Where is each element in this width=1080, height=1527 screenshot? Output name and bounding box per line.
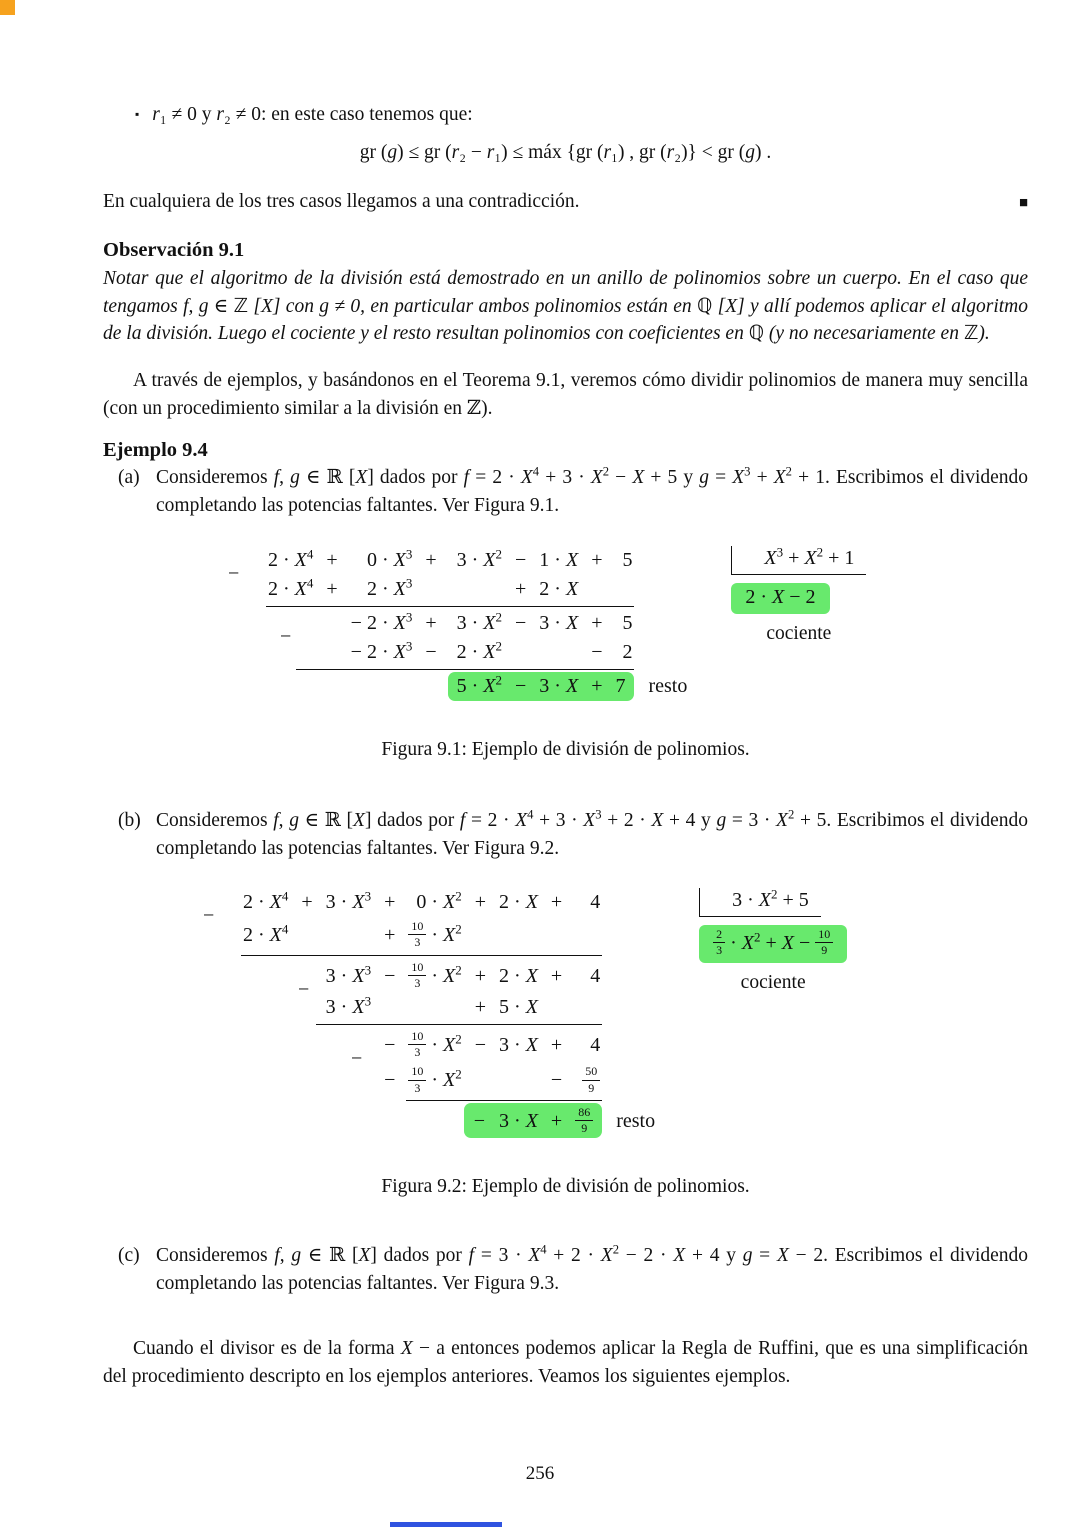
minus-column: [228, 638, 266, 667]
minus-column: [203, 888, 241, 927]
term-cell: [573, 1103, 602, 1138]
term-cell: [406, 993, 463, 1022]
term-cell: ​0 · $X^2$: [416, 888, 462, 914]
term-cell: ​2 · X: [539, 577, 579, 600]
observacion-body: Notar que el algoritmo de la división está demostrado en un anillo de polinomios sobre un cuerpo. En el caso que tengamos f, g ∈ ℤ [X] con g ≠ 0, en particular ambos polinomios están en ℚ [X] y allí podemos aplicar el algoritmo de la división. Luego el cociente y el resto resultan polinomios con coeficientes en ℚ (y no necesariamente en ℤ).: [103, 268, 1028, 345]
term-cell: [324, 1062, 373, 1097]
term-cell: ​5 · $X^2$: [448, 672, 504, 701]
contradiction-paragraph: [103, 191, 1028, 213]
term-cell: ​3 · X: [537, 672, 580, 701]
minus-column: [203, 917, 241, 952]
page-corner-mark: [0, 0, 15, 15]
degree-inequality-equation: gr (g) ≤ gr (r₂ − r₁) ≤ máx {gr (r₁) , gr (r₂)} < gr (g) .: [359, 142, 772, 163]
term-cell: $\frac{10}{3}$ · $X^2$: [406, 1062, 463, 1097]
division-row: [228, 672, 687, 701]
operator-cell: ​+: [301, 891, 313, 914]
term-cell: ​2 · $X^3$: [366, 575, 413, 600]
operator-cell: ​+: [540, 1103, 573, 1138]
term-cell: ​3 · X: [497, 1103, 540, 1138]
minus-column: [203, 993, 241, 1022]
quotient-box-1: 2 · X − 2: [731, 583, 829, 614]
operator-cell: ​−: [550, 1069, 563, 1092]
operator-cell: ​−: [384, 1069, 396, 1092]
operator-cell: [540, 917, 573, 952]
operator-cell: ​+: [474, 891, 487, 914]
term-cell: [241, 1062, 290, 1097]
division-row: [203, 1062, 655, 1097]
pair-minus-sign: −: [298, 978, 310, 1001]
term-cell: ​3 · $X^3$: [325, 888, 372, 914]
term-cell: [324, 1027, 373, 1062]
observacion-section: [103, 239, 1028, 348]
division-rule: [241, 955, 602, 956]
operator-cell: ​−: [591, 640, 603, 663]
divisor-1: $X^3 + X^2 + 1$: [731, 546, 866, 575]
operator-cell: ​+: [384, 891, 396, 914]
operator-cell: [315, 672, 348, 701]
operator-cell: ​+: [580, 672, 613, 701]
operator-cell: [290, 917, 323, 952]
contradiction-text: En cualquiera de los tres casos llegamos a una contradicción.: [103, 191, 580, 212]
fraction: $\frac{10}{3}$: [408, 961, 426, 990]
minus-column: [228, 575, 266, 604]
operator-cell: ​+: [591, 611, 603, 634]
term-cell: [448, 575, 504, 604]
fraction: $\frac{10}{3}$: [408, 1030, 426, 1059]
term-cell: ​1 · X: [539, 548, 579, 571]
division-row: [228, 575, 687, 604]
term-cell: [573, 917, 602, 952]
term-cell: [406, 1103, 463, 1138]
operator-cell: ​−: [425, 640, 437, 663]
term-cell: ​5: [622, 548, 633, 571]
term-cell: ​4: [590, 891, 601, 914]
minus-column: [228, 546, 266, 585]
operator-cell: [414, 575, 447, 604]
minus-column: [203, 1027, 363, 1070]
pair-minus-sign: −: [203, 904, 215, 927]
resto-label: [634, 575, 687, 604]
division-table-1: [228, 546, 687, 701]
operator-cell: [290, 1103, 323, 1138]
term-cell: ​3 · $X^3$: [325, 993, 372, 1018]
bottom-blue-strip: [390, 1522, 502, 1527]
division-row: [228, 546, 687, 575]
division-rule: [406, 1100, 602, 1101]
term-cell: ​7: [613, 672, 634, 701]
minus-column: [203, 1062, 241, 1097]
observacion-title: Observación 9.1: [103, 239, 245, 261]
term-cell: ​3 · X: [539, 611, 579, 634]
ejemplo-title: Ejemplo 9.4: [103, 439, 208, 462]
term-cell: [266, 672, 315, 701]
term-cell: ​3 · $X^2$: [456, 546, 503, 571]
division-row: [203, 958, 655, 993]
division-rule: [296, 669, 634, 670]
term-cell: ​4: [590, 964, 601, 987]
bullet-square-icon: ▪: [135, 107, 140, 121]
term-cell: [241, 1027, 290, 1062]
term-cell: ​− $2 \cdot X^3$: [350, 609, 413, 634]
operator-cell: [540, 993, 573, 1022]
operator-cell: ​+: [474, 964, 487, 987]
operator-cell: [315, 638, 348, 667]
term-cell: ​2 · $X^2$: [456, 638, 503, 663]
resto-label: [602, 888, 655, 917]
term-cell: [573, 993, 602, 1022]
operator-cell: ​+: [326, 548, 338, 571]
item-b: [103, 807, 1028, 862]
term-cell: [241, 993, 290, 1022]
division-table-2: [203, 888, 655, 1138]
item-a: [103, 464, 1028, 519]
operator-cell: [290, 1062, 323, 1097]
resto-label: [634, 609, 687, 638]
term-cell: ​3 · X: [499, 1034, 538, 1057]
division-row: [203, 1027, 655, 1062]
term-cell: ​2 · $X^4$: [268, 546, 314, 571]
fraction: $\frac{10}{3}$: [408, 920, 426, 949]
division-row: [228, 609, 687, 638]
fraction: $\frac{2}{3}$: [713, 928, 725, 957]
item-b-text: Consideremos f, g ∈ ℝ [X] dados por $f = 2 \cdot X^4 + 3 \cdot X^3 + 2 \cdot X + 4$ y $g = 3 \cdot X^2 + 5$. Escribimos el dividendo completando las potencias faltantes. Ver Figura 9.2.: [156, 807, 1028, 859]
operator-cell: ​−: [515, 548, 527, 571]
resto-label: [634, 638, 687, 667]
operator-cell: ​+: [550, 1034, 563, 1057]
closing-paragraph: Cuando el divisor es de la forma X − a entonces podemos aplicar la Regla de Ruffini, que es una simplificación del procedimiento descripto en los ejemplos anteriores. Veamos los siguientes ejemplos.: [103, 1338, 1028, 1388]
operator-cell: [373, 1103, 406, 1138]
operator-cell: ​+: [550, 964, 563, 987]
operator-cell: ​−: [504, 672, 537, 701]
term-cell: [537, 638, 580, 667]
term-cell: ​2: [622, 640, 633, 663]
term-cell: ​0 · $X^3$: [366, 546, 413, 571]
term-cell: ​2 · X: [499, 891, 538, 914]
division-row: [228, 638, 687, 667]
term-cell: ​2 · $X^4$: [243, 921, 289, 947]
item-c-label: (c): [118, 1245, 140, 1267]
page-number: 256: [525, 1463, 555, 1484]
operator-cell: [315, 609, 348, 638]
figure-9-2: [203, 888, 1028, 1138]
figure-9-1-caption: Figura 9.1: Ejemplo de división de polinomios.: [381, 738, 750, 760]
cociente-label-1: cociente: [766, 622, 832, 644]
term-cell: ​5: [622, 611, 633, 634]
operator-cell: [464, 917, 497, 952]
item-a-label: (a): [118, 467, 140, 489]
divisor-quotient-block-1: [731, 546, 866, 645]
term-cell: ​5 · X: [499, 995, 538, 1018]
qed-square: ■: [1018, 195, 1028, 211]
operator-cell: ​−: [384, 964, 396, 987]
operator-cell: ​+: [326, 577, 338, 600]
fraction: $\frac{50}{9}$: [582, 1065, 600, 1094]
resto-label: [602, 958, 655, 993]
term-cell: [573, 1062, 602, 1097]
term-cell: $\frac{10}{3}$ · $X^2$: [406, 1027, 463, 1062]
operator-cell: ​+: [515, 577, 527, 600]
term-cell: ​− $2 \cdot X^3$: [350, 638, 413, 663]
division-row: [203, 1103, 655, 1138]
resto-label: [634, 546, 687, 575]
term-cell: [497, 917, 540, 952]
operator-cell: ​−: [474, 1034, 487, 1057]
resto-label: [602, 993, 655, 1022]
resto-label: [602, 917, 655, 952]
fraction: $\frac{10}{9}$: [815, 928, 833, 957]
figure-9-1: [228, 546, 1028, 701]
cociente-label-2: cociente: [740, 971, 806, 993]
term-cell: [241, 1103, 290, 1138]
operator-cell: [504, 638, 537, 667]
division-row: [203, 917, 655, 952]
operator-cell: ​+: [591, 548, 603, 571]
pair-minus-sign: −: [280, 625, 292, 648]
resto-label: [602, 1027, 655, 1062]
item-c-text: Consideremos f, g ∈ ℝ [X] dados por $f = 3 \cdot X^4 + 2 \cdot X^2 - 2 \cdot X + 4$ y g = X − 2. Escribimos el dividendo completando las potencias faltantes. Ver Figura 9.3.: [156, 1242, 1029, 1294]
term-cell: $\frac{10}{3}$ · $X^2$: [406, 958, 463, 993]
minus-column: [228, 672, 266, 701]
operator-cell: [414, 672, 447, 701]
division-rule: [316, 1024, 602, 1025]
division-row: [203, 993, 655, 1022]
minus-column: [228, 609, 292, 648]
term-cell: ​2 · $X^4$: [243, 888, 289, 914]
term-cell: [497, 1062, 540, 1097]
item-b-label: (b): [118, 809, 141, 831]
item-c: [103, 1242, 1028, 1297]
resto-label: resto: [648, 674, 688, 697]
term-cell: [324, 1103, 373, 1138]
term-cell: [324, 917, 373, 952]
operator-cell: ​−: [384, 1034, 396, 1057]
division-row: [203, 888, 655, 917]
operator-cell: [580, 575, 613, 604]
term-cell: [241, 958, 290, 993]
bullet-text: r₁ ≠ 0 y r₂ ≠ 0: en este caso tenemos que:: [152, 104, 473, 125]
fraction: $\frac{10}{3}$: [408, 1065, 426, 1094]
bullet-item: [135, 104, 1028, 126]
divisor-quotient-block-2: [699, 888, 847, 993]
term-cell: ​2 · X: [499, 964, 538, 987]
term-cell: ​2 · $X^4$: [268, 575, 314, 600]
operator-cell: ​+: [550, 891, 563, 914]
item-a-text: Consideremos f, g ∈ ℝ [X] dados por $f = 2 \cdot X^4 + 3 \cdot X^2 - X + 5$ y $g = X^3 + X^2 + 1$. Escribimos el dividendo completando las potencias faltantes. Ver Figura 9.1.: [156, 464, 1029, 517]
operator-cell: ​+: [384, 924, 396, 947]
operator-cell: ​−: [515, 611, 527, 634]
term-cell: ​3 · $X^2$: [456, 609, 503, 634]
minus-column: [203, 958, 310, 1001]
resto-label: resto: [616, 1109, 656, 1132]
operator-cell: ​−: [464, 1103, 497, 1138]
operator-cell: [290, 1027, 323, 1062]
term-cell: ​4: [590, 1034, 601, 1057]
pair-minus-sign: −: [228, 562, 240, 585]
term-cell: ​3 · $X^3$: [325, 962, 372, 987]
divisor-2: $3 \cdot X^2 + 5$: [699, 888, 821, 917]
operator-cell: [373, 993, 406, 1022]
figure-9-2-caption: Figura 9.2: Ejemplo de división de polinomios.: [381, 1176, 750, 1198]
division-rule: [266, 606, 634, 607]
operator-cell: [464, 1062, 497, 1097]
fraction: $\frac{86}{9}$: [575, 1106, 593, 1135]
quotient-box-2: $\frac{2}{3}$ · $X^2 + X$ − $\frac{10}{9}$: [699, 925, 847, 962]
operator-cell: ​+: [425, 611, 437, 634]
minus-column: [203, 1103, 241, 1138]
resto-label: [602, 1062, 655, 1097]
term-cell: [613, 575, 634, 604]
term-cell: [349, 672, 415, 701]
term-cell: $\frac{10}{3}$ · $X^2$: [406, 917, 463, 952]
pair-minus-sign: −: [351, 1047, 363, 1070]
operator-cell: ​+: [474, 995, 487, 1018]
operator-cell: ​+: [425, 548, 437, 571]
intro-paragraph: A través de ejemplos, y basándonos en el Teorema 9.1, veremos cómo dividir polinomios de manera muy sencilla (con un procedimiento similar a la división en ℤ).: [103, 370, 1028, 419]
